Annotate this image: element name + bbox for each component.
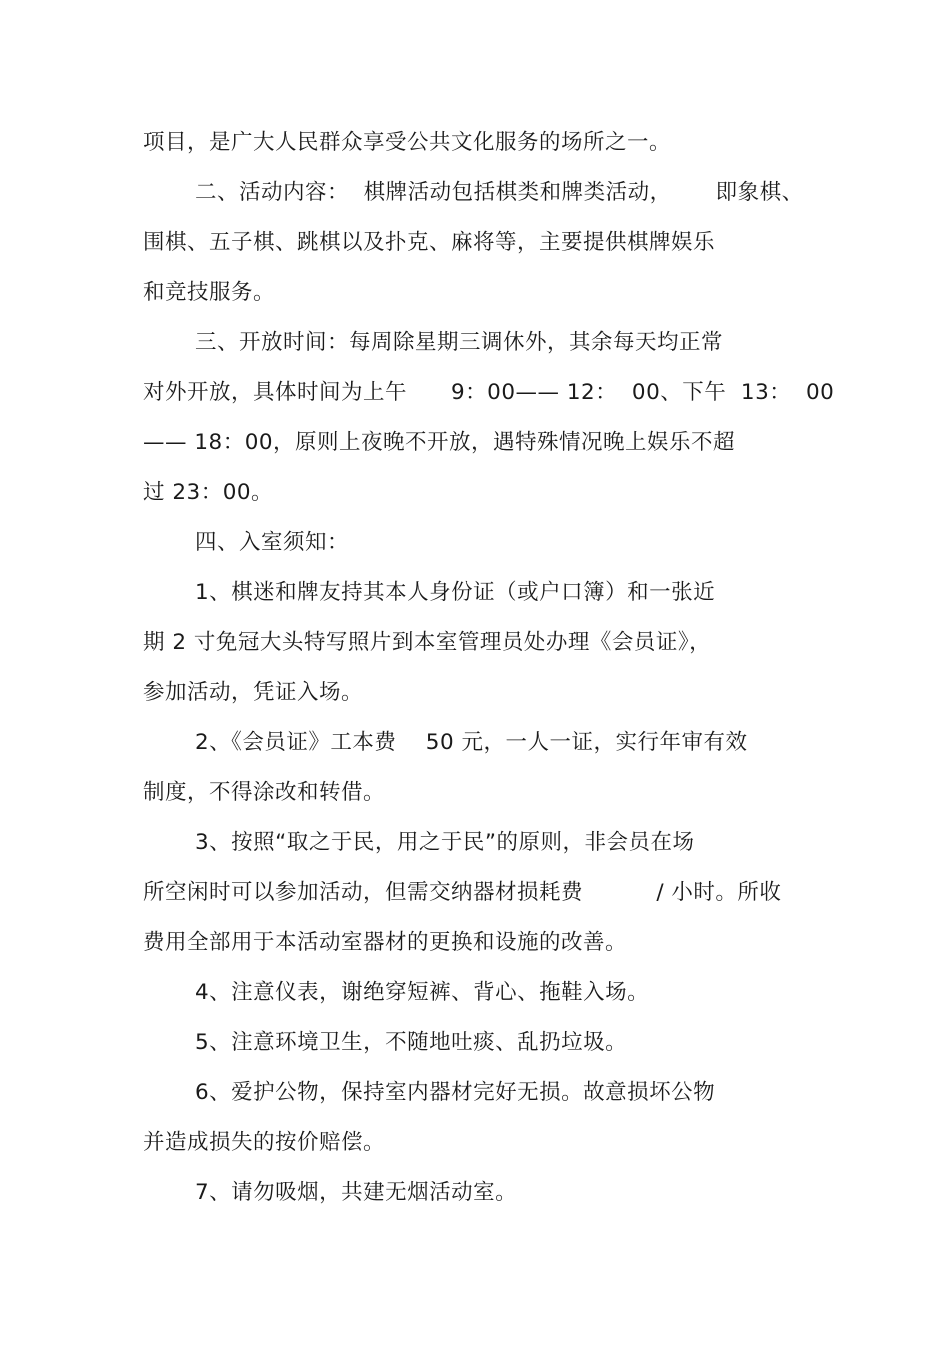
paragraph-line: 并造成损失的按价赔偿。 [143, 1130, 386, 1155]
paragraph-line: 4、注意仪表，谢绝穿短裤、背心、拖鞋入场。 [195, 980, 650, 1005]
paragraph-line: 期 2 寸免冠大头特写照片到本室管理员处办理《会员证》， [143, 630, 712, 655]
paragraph-line: 四、入室须知： [195, 530, 350, 555]
paragraph-line: 围棋、五子棋、跳棋以及扑克、麻将等，主要提供棋牌娱乐 [143, 230, 716, 255]
paragraph-line: 参加活动，凭证入场。 [143, 680, 364, 705]
paragraph-line: 过 23：00。 [143, 480, 274, 505]
paragraph-line: 项目，是广大人民群众享受公共文化服务的场所之一。 [143, 130, 672, 155]
paragraph-line: 费用全部用于本活动室器材的更换和设施的改善。 [143, 930, 628, 955]
paragraph-line: 所空闲时可以参加活动，但需交纳器材损耗费 / 小时。所收 [143, 880, 782, 905]
paragraph-line: 1、棋迷和牌友持其本人身份证（或户口簿）和一张近 [195, 580, 716, 605]
paragraph-line: 2、《会员证》工本费 50 元，一人一证，实行年审有效 [195, 730, 748, 755]
paragraph-line: 3、按照“取之于民，用之于民”的原则，非会员在场 [195, 830, 695, 855]
paragraph-line: 对外开放，具体时间为上午 9：00—— 12： 00、下午 13： 00 [143, 380, 835, 405]
paragraph-line: 7、请勿吸烟，共建无烟活动室。 [195, 1180, 518, 1205]
paragraph-line: 制度，不得涂改和转借。 [143, 780, 386, 805]
paragraph-line: 和竞技服务。 [143, 280, 276, 305]
paragraph-line: 三、开放时间：每周除星期三调休外，其余每天均正常 [195, 330, 724, 355]
paragraph-line: 二、活动内容： 棋牌活动包括棋类和牌类活动， 即象棋、 [195, 180, 804, 205]
paragraph-line: 5、注意环境卫生，不随地吐痰、乱扔垃圾。 [195, 1030, 628, 1055]
paragraph-line: 6、爱护公物，保持室内器材完好无损。故意损坏公物 [195, 1080, 716, 1105]
paragraph-line: —— 18：00，原则上夜晚不开放，遇特殊情况晚上娱乐不超 [143, 430, 736, 455]
